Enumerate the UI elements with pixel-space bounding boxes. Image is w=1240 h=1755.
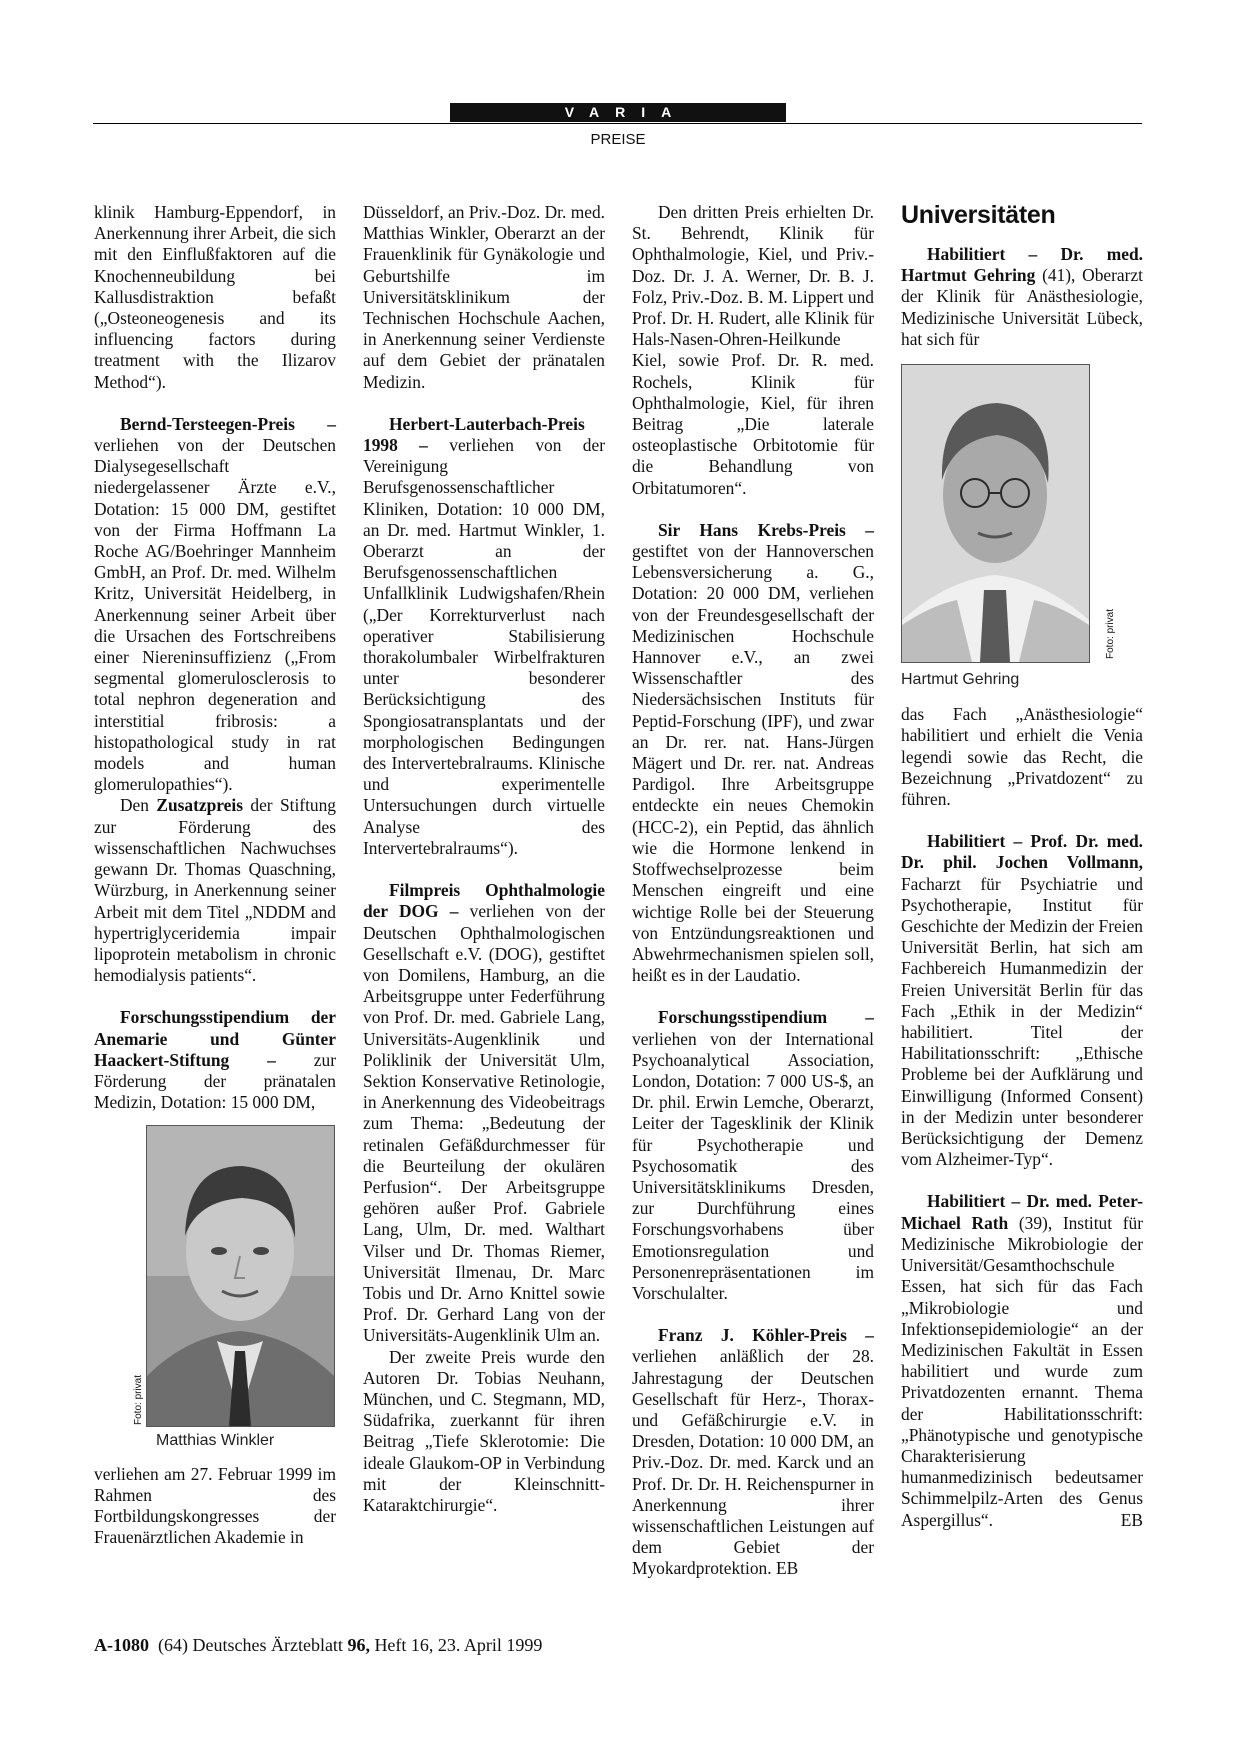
author-sign: EB xyxy=(1120,1509,1143,1530)
author-sign: EB xyxy=(775,1558,799,1579)
paragraph xyxy=(901,244,1143,350)
award-title: Sir Hans Krebs-Preis – xyxy=(658,519,874,540)
habilitation-title: Habilitiert – Prof. Dr. med. Dr. phil. Jochen Vollmann, xyxy=(901,831,1143,873)
photo-credit: Foto: privat xyxy=(1105,608,1116,660)
portrait-image xyxy=(902,365,1089,662)
paragraph xyxy=(632,1325,874,1579)
award-title: Forschungsstipendium – xyxy=(658,1007,874,1028)
photo-block xyxy=(901,364,1143,690)
award-title: Franz J. Köhler-Preis – xyxy=(658,1325,874,1346)
page-footer xyxy=(94,1635,542,1656)
column-1 xyxy=(94,202,336,1548)
photo-credit-slot xyxy=(94,1125,146,1425)
photo-column xyxy=(146,1125,335,1451)
paragraph: klinik Hamburg-Eppendorf, in Anerkennung ihrer Arbeit, die sich mit den Einflußfaktoren auf die Knochenneubildung bei Kallusdistraktion befaßt („Osteoneogenesis and its influencing factors during treatment with the Ilizarov Method“). xyxy=(94,202,336,392)
paragraph: Der zweite Preis wurde den Autoren Dr. Tobias Neuhann, München, und C. Stegmann, MD, Südafrika, zuerkannt für ihren Beitrag „Tiefe Sklerotomie: Die ideale Glaukom-OP in Verbindung mit der Kleinschnitt-Kataraktchirurgie“. xyxy=(363,1346,605,1515)
award-title: Herbert-Lauterbach-Preis 1998 – xyxy=(363,413,585,456)
paragraph-text: Den xyxy=(120,795,157,816)
portrait-image xyxy=(147,1126,334,1426)
paragraph-text: Facharzt für Psychiatrie und Psychotherapie, Institut für Geschichte der Medizin der Freien Universität Berlin, hat sich am Fachbereich Humanmedizin der Freien Universität Berlin für das Fach „Ethik in der Medizin“ habilitiert. Titel der Habilitationsschrift: „Ethische Probleme bei der Aufklärung und Einwilligung (Informed Consent) in der Medizin unter besonderer Berücksichtigung der Demenz vom Alzheimer-Typ“. xyxy=(901,873,1143,1170)
paragraph-text: (39), Institut für Medizinische Mikrobiologie der Universität/Gesamthochschule Essen, hat sich für das Fach „Mikrobiologie und Infektionsepidemiologie“ an der Medizinischen Fakultät in Essen habilitiert und wurde zum Privatdozenten ernannt. Thema der Habilitationsschrift: „Phänotypische und genotypische Charakterisierung humanmedizinisch bedeutsamer Schimmelpilz-Arten des Genus Aspergillus“. xyxy=(901,1212,1143,1530)
paragraph xyxy=(94,1007,336,1113)
portrait-photo xyxy=(146,1125,335,1427)
photo-credit-slot xyxy=(1090,364,1120,661)
paragraph xyxy=(901,831,1143,1170)
paragraph: das Fach „Anästhesiologie“ habilitiert und erhielt die Venia legendi sowie das Recht, die Bezeichnung „Privatdozent“ zu führen. xyxy=(901,704,1143,810)
paragraph: verliehen am 27. Februar 1999 im Rahmen des Fortbildungskongresses der Frauenärztlichen Akademie in xyxy=(94,1463,336,1548)
paragraph xyxy=(94,795,336,986)
footer-volume: 96, xyxy=(347,1635,370,1655)
section-label: VARIA xyxy=(450,103,786,122)
habilitation-title: Habilitiert – Dr. med. Hartmut Gehring xyxy=(901,244,1143,286)
footer-journal: (64) Deutsches Ärzteblatt xyxy=(158,1635,348,1655)
paragraph xyxy=(901,1191,1143,1530)
photo-caption: Matthias Winkler xyxy=(156,1432,275,1450)
photo-credit: Foto: privat xyxy=(133,1375,144,1426)
paragraph-text: verliehen von der Vereinigung Berufsgenossenschaftlicher Kliniken, Dotation: 10 000 DM, an Dr. med. Hartmut Winkler, 1. Oberarzt an der Berufsgenossenschaftlichen Unfallklinik Ludwigshafen/Rhein („Der Korrekturverlust nach operativer Stabilisierung thorakolumbaler Wirbelfrakturen unter besonderer Berücksichtigung des Spongiosatransplantats und der morphologischen Bedingungen des Intervertebralraums. Klinische und experimentelle Untersuchungen durch virtuelle Analyse des Intervertebralraums“). xyxy=(363,435,605,858)
photo-caption: Hartmut Gehring xyxy=(901,671,1020,689)
paragraph: Den dritten Preis erhielten Dr. St. Behrendt, Klinik für Ophthalmologie, Kiel, und Priv.-Doz. Dr. J. A. Werner, Dr. B. J. Folz, Priv.-Doz. B. M. Lippert und Prof. Dr. H. Rudert, alle Klinik für Hals-Nasen-Ohren-Heilkunde Kiel, sowie Prof. Dr. R. med. Rochels, Klinik für Ophthalmologie, Kiel, für ihren Beitrag „Die laterale osteoplastische Orbitotomie für die Behandlung von Orbitatumoren“. xyxy=(632,202,874,498)
paragraph-text: verliehen von der Deutschen Ophthalmologischen Gesellschaft e.V. (DOG), gestiftet von Domilens, Hamburg, an die Arbeitsgruppe unter Federführung von Prof. Dr. med. Gabriele Lang, Universitäts-Augenklinik und Poliklinik der Universität Ulm, Sektion Konservative Retinologie, in Anerkennung des Videobeitrags zum Thema: „Bedeutung der retinalen Gefäßdurchmesser für die Beurteilung der okulären Perfusion“. Der Arbeitsgruppe gehören außer Prof. Gabriele Lang, Ulm, Dr. med. Walthart Vilser und Dr. Thomas Riemer, Universität Ilmenau, Dr. Marc Tobis und Dr. Arno Knittel sowie Prof. Dr. Gerhard Lang von der Universitäts-Augenklinik Ulm an. xyxy=(363,901,605,1346)
paragraph xyxy=(632,520,874,986)
paragraph xyxy=(632,1007,874,1304)
header-rule xyxy=(93,123,1142,124)
footer-issue: Heft 16, 23. April 1999 xyxy=(369,1635,543,1655)
section-heading: Universitäten xyxy=(901,201,1056,229)
paragraph xyxy=(94,414,336,796)
paragraph-text: verliehen anläßlich der 28. Jahrestagung der Deutschen Gesellschaft für Herz-, Thorax- und Gefäßchirurgie e.V. in Dresden, Dotation: 10 000 DM, an Priv.-Doz. Dr. med. Karck und an Prof. Dr. Dr. H. Reichenspurner in Anerkennung ihrer wissenschaftlichen Leistungen auf dem Gebiet der Myokardprotektion. xyxy=(632,1346,874,1579)
paragraph-text: zur Förderung der pränatalen Medizin, Dotation: 15 000 DM, xyxy=(94,1049,336,1113)
paragraph-text: gestiftet von der Hannoverschen Lebensversicherung a. G., Dotation: 20 000 DM, verliehen von der Freundesgesellschaft der Medizinischen Hochschule Hannover e.V., an zwei Wissenschaftler des Niedersächsischen Instituts für Peptid-Forschung (IPF), und zwar an Dr. rer. nat. Hans-Jürgen Mägert und Dr. rer. nat. Andreas Pardigol. Ihre Arbeitsgruppe entdeckte ein neues Chemokin (HCC-2), ein Peptid, das ähnlich wie die Hormone lenkend in Stoffwechselprozesse beim Menschen eingreift und eine wichtige Rolle bei der Steuerung von Entzündungsreaktionen und Abwehrmechanismen spielen soll, heißt es in der Laudatio. xyxy=(632,541,874,986)
portrait-photo xyxy=(901,364,1090,663)
photo-column xyxy=(901,364,1090,690)
column-4 xyxy=(901,200,1143,1531)
paragraph: Düsseldorf, an Priv.-Doz. Dr. med. Matthias Winkler, Oberarzt an der Frauenklinik für Gynäkologie und Geburtshilfe im Universitätsklinikum der Technischen Hochschule Aachen, in Anerkennung seiner Verdienste auf dem Gebiet der pränatalen Medizin. xyxy=(363,202,605,392)
paragraph xyxy=(363,414,605,859)
paragraph xyxy=(363,880,605,1346)
photo-block xyxy=(94,1125,336,1451)
paragraph-text: verliehen von der International Psychoanalytical Association, London, Dotation: 7 000 US-$, an Dr. phil. Erwin Lemche, Oberarzt, Leiter der Tagesklinik der Klinik für Psychotherapie und Psychosomatik des Universitätsklinikums Dresden, zur Durchführung eines Forschungsvorhabens über Emotionsregulation und Personenrepräsentationen im Vorschulalter. xyxy=(632,1028,874,1303)
habilitation-title: Habilitiert – Dr. med. Peter-Michael Rath xyxy=(901,1191,1143,1233)
award-title: Forschungsstipendium der Anemarie und Günter Haackert-Stiftung – xyxy=(94,1007,336,1070)
award-title: Bernd-Tersteegen-Preis – xyxy=(120,413,336,434)
award-title: Zusatzpreis xyxy=(156,795,243,816)
column-3 xyxy=(632,202,874,1580)
award-title: Filmpreis Ophthalmologie der DOG – xyxy=(363,880,605,922)
paragraph-text: (41), Oberarzt der Klinik für Anästhesiologie, Medizinische Universität Lübeck, hat sich für xyxy=(901,265,1143,349)
paragraph-text: der Stiftung zur Förderung des wissenschaftlichen Nachwuchses gewann Dr. Thomas Quaschning, Würzburg, in Anerkennung seiner Arbeit mit dem Titel „NDDM and hypertriglyceridemia impair lipoprotein metabolism in chronic hemodialysis patients“. xyxy=(94,795,336,986)
subsection-label: PREISE xyxy=(590,131,646,148)
page-number: A-1080 xyxy=(94,1635,149,1655)
paragraph-text: verliehen von der Deutschen Dialysegesellschaft niedergelassener Ärzte e.V., Dotation: 15 000 DM, gestiftet von der Firma Hoffmann La Roche AG/Boehringer Mannheim GmbH, an Prof. Dr. med. Wilhelm Kritz, Universität Heidelberg, in Anerkennung seiner Arbeit über die Ursachen des Fortschreibens einer Niereninsuffizienz („From segmental glomerulosclerosis to total nephron degeneration and interstitial fribrosis: a histopathological study in rat models and human glomerulopathies“). xyxy=(94,435,336,795)
column-2 xyxy=(363,202,605,1516)
